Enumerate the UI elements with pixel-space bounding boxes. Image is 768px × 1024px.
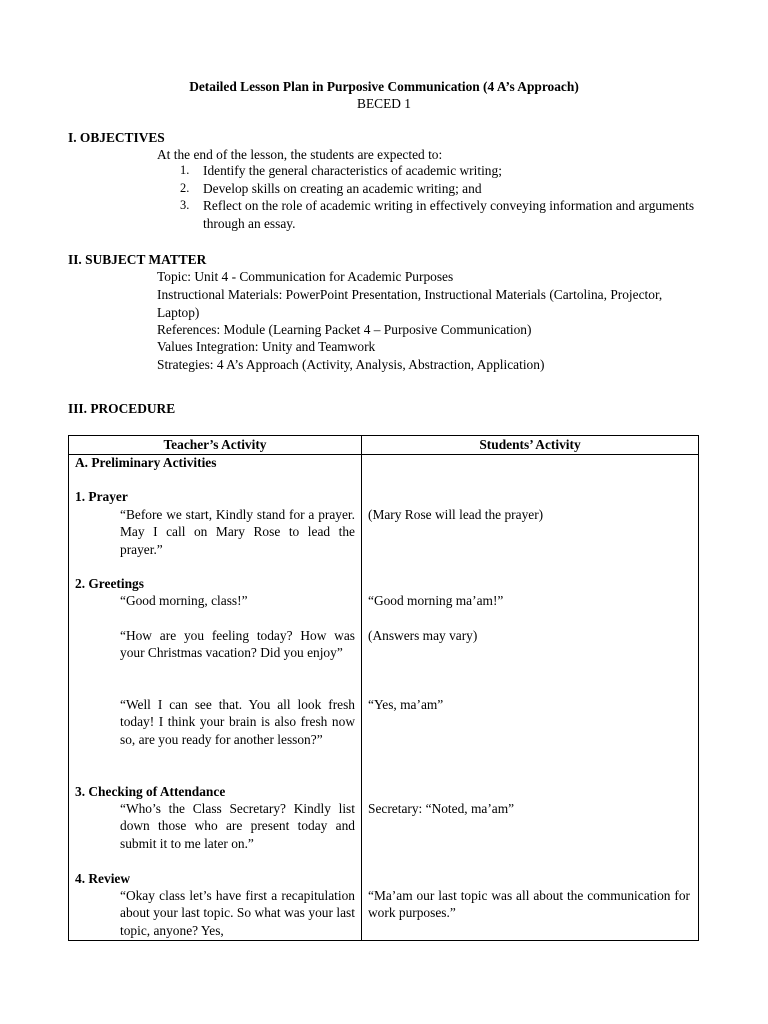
objectives-list <box>180 162 700 232</box>
greeting-teacher-text: “Good morning, class!” <box>120 593 248 608</box>
students-column-header: Students’ Activity <box>479 437 581 452</box>
feeling-teacher-text: “How are you feeling today? How was your Christmas vacation? Did you enjoy” <box>120 628 355 661</box>
review-student-text: “Ma’am our last topic was all about the communication for work purposes.” <box>368 888 690 921</box>
attendance-teacher-text: “Who’s the Class Secretary? Kindly list down those who are present today and submit it to me later on.” <box>120 801 355 851</box>
objective-text: Develop skills on creating an academic writing; and <box>203 180 482 196</box>
objective-text: Reflect on the role of academic writing in effectively conveying information and arguments through an essay. <box>203 198 695 231</box>
feeling-student-text: (Answers may vary) <box>368 628 478 643</box>
subject-values: Values Integration: Unity and Teamwork <box>157 339 376 354</box>
subject-references: References: Module (Learning Packet 4 – Purposive Communication) <box>157 322 532 337</box>
subject-topic: Topic: Unit 4 - Communication for Academic Purposes <box>157 269 454 284</box>
teacher-column-header: Teacher’s Activity <box>163 437 267 452</box>
objective-number: 3. <box>180 198 190 212</box>
objective-number: 2. <box>180 180 190 195</box>
subject-strategies: Strategies: 4 A’s Approach (Activity, Analysis, Abstraction, Application) <box>157 357 545 372</box>
document-title: Detailed Lesson Plan in Purposive Communication (4 A’s Approach) <box>189 79 579 94</box>
column-divider <box>361 436 362 940</box>
procedure-table <box>68 435 699 941</box>
objective-item <box>180 162 700 180</box>
ready-teacher-text: “Well I can see that. You all look fresh today! I think your brain is also fresh now so, are you ready for another lesson?” <box>120 697 355 747</box>
subject-matter-heading: II. SUBJECT MATTER <box>68 252 207 267</box>
preliminary-activities-heading: A. Preliminary Activities <box>75 455 217 470</box>
objective-number: 1. <box>180 163 190 177</box>
subject-materials: Instructional Materials: PowerPoint Presentation, Instructional Materials (Cartolina, Projector, Laptop) <box>157 287 663 320</box>
objectives-heading: I. OBJECTIVES <box>68 130 165 145</box>
procedure-heading: III. PROCEDURE <box>68 401 176 416</box>
greeting-student-text: “Good morning ma’am!” <box>368 593 504 608</box>
document-subtitle: BECED 1 <box>357 96 411 111</box>
objective-item <box>180 197 700 232</box>
review-heading: 4. Review <box>75 871 131 886</box>
prayer-teacher-text: “Before we start, Kindly stand for a prayer. May I call on Mary Rose to lead the prayer.” <box>120 507 355 557</box>
greetings-heading: 2. Greetings <box>75 576 144 591</box>
ready-student-text: “Yes, ma’am” <box>368 697 444 712</box>
prayer-heading: 1. Prayer <box>75 489 128 504</box>
review-teacher-text: “Okay class let’s have first a recapitulation about your last topic. So what was your last topic, anyone? Yes, <box>120 888 355 938</box>
attendance-heading: 3. Checking of Attendance <box>75 784 226 799</box>
objective-item <box>180 180 700 198</box>
objective-text: Identify the general characteristics of academic writing; <box>203 163 502 178</box>
objectives-intro: At the end of the lesson, the students are expected to: <box>157 147 443 162</box>
attendance-student-text: Secretary: “Noted, ma’am” <box>368 801 515 816</box>
prayer-student-text: (Mary Rose will lead the prayer) <box>368 507 544 522</box>
